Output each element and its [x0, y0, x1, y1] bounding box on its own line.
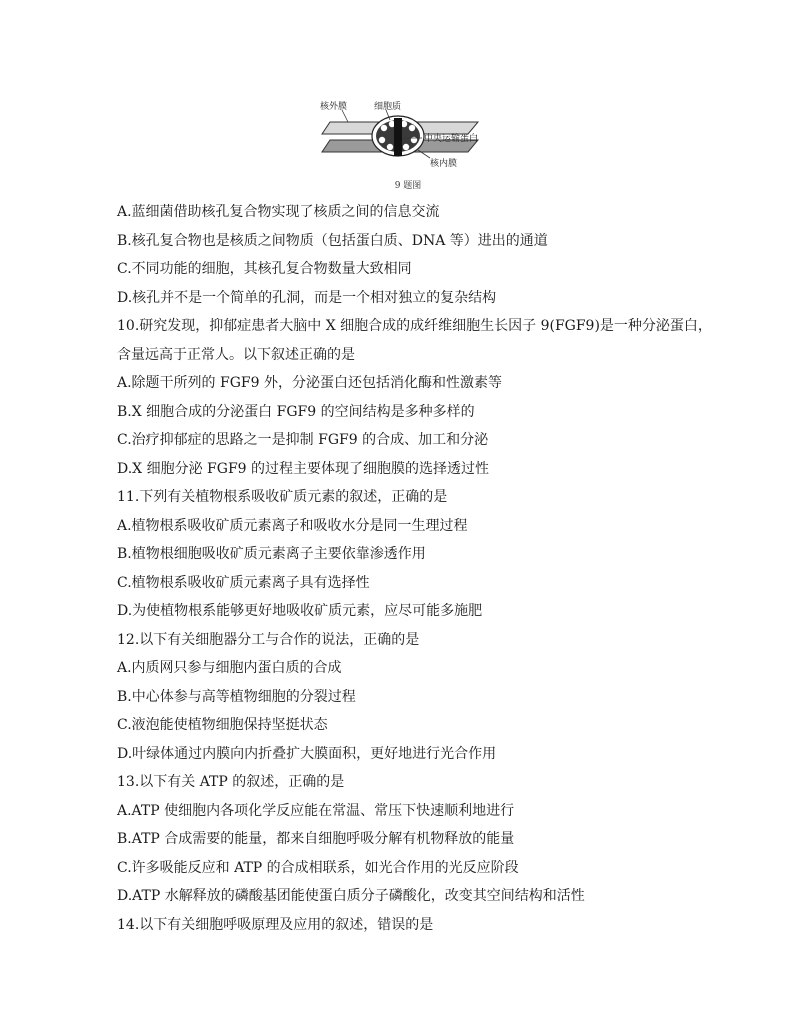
text-line: C.许多吸能反应和 ATP 的合成相联系，如光合作用的光反应阶段	[117, 859, 519, 876]
text-line: B.ATP 合成需要的能量，都来自细胞呼吸分解有机物释放的能量	[117, 831, 515, 847]
text-line: B.中心体参与高等植物细胞的分裂过程	[117, 688, 356, 705]
text-line: 12.以下有关细胞器分工与合作的说法，正确的是	[117, 631, 420, 648]
inner-membrane-label: 核内膜	[430, 159, 458, 169]
central-transport-protein-label: 中央运输蛋白	[424, 134, 479, 144]
text-line: A.ATP 使细胞内各项化学反应能在常温、常压下快速顺利地进行	[117, 802, 515, 819]
text-line: B.植物根细胞吸收矿质元素离子主要依靠渗透作用	[117, 546, 426, 562]
cytoplasm-label: 细胞质	[374, 102, 402, 112]
nuclear-pore-figure	[318, 100, 498, 192]
text-line: C.不同功能的细胞，其核孔复合物数量大致相同	[117, 261, 412, 277]
text-line: C.植物根系吸收矿质元素离子具有选择性	[117, 574, 370, 591]
figure-caption: 9 题图	[394, 181, 422, 191]
text-line: 10.研究发现，抑郁症患者大脑中 X 细胞合成的成纤维细胞生长因子 9(FGF9)是一种分泌蛋白，	[117, 318, 712, 334]
text-line: C.治疗抑郁症的思路之一是抑制 FGF9 的合成、加工和分泌	[117, 432, 489, 448]
text-line: 14.以下有关细胞呼吸原理及应用的叙述，错误的是	[117, 916, 434, 933]
text-line: A.蓝细菌借助核孔复合物实现了核质之间的信息交流	[117, 204, 440, 220]
text-line: D.为使植物根系能够更好地吸收矿质元素，应尽可能多施肥	[117, 603, 483, 619]
outer-membrane-label: 核外膜	[320, 102, 348, 112]
pore-subunit	[379, 137, 385, 143]
text-line: D.叶绿体通过内膜向内折叠扩大膜面积，更好地进行光合作用	[117, 745, 497, 762]
text-line: D.X 细胞分泌 FGF9 的过程主要体现了细胞膜的选择透过性	[117, 460, 490, 477]
text-line: C.液泡能使植物细胞保持坚挺状态	[117, 717, 328, 733]
pore-subunit	[403, 144, 409, 150]
text-line: 13.以下有关 ATP 的叙述，正确的是	[117, 774, 345, 790]
question-text	[117, 198, 717, 939]
nuclear-pore-diagram	[318, 100, 498, 176]
text-line: 11.下列有关植物根系吸收矿质元素的叙述，正确的是	[117, 489, 448, 505]
text-line: B.X 细胞合成的分泌蛋白 FGF9 的空间结构是多种多样的	[117, 403, 475, 420]
text-line: B.核孔复合物也是核质之间物质（包括蛋白质、DNA 等）进出的通道	[117, 232, 548, 249]
central-transport-protein-shape	[394, 118, 402, 156]
pore-subunit	[381, 125, 387, 131]
pore-subunit	[409, 125, 415, 131]
text-line: 含量远高于正常人。以下叙述正确的是	[117, 346, 355, 363]
text-line: D.核孔并不是一个简单的孔洞，而是一个相对独立的复杂结构	[117, 289, 497, 306]
text-line: A.内质网只参与细胞内蛋白质的合成	[117, 660, 342, 676]
text-line: A.植物根系吸收矿质元素离子和吸收水分是同一生理过程	[117, 517, 468, 534]
pore-subunit	[387, 144, 393, 150]
text-line: D.ATP 水解释放的磷酸基团能使蛋白质分子磷酸化，改变其空间结构和活性	[117, 888, 585, 904]
text-line: A.除题干所列的 FGF9 外，分泌蛋白还包括消化酶和性激素等	[117, 375, 502, 391]
